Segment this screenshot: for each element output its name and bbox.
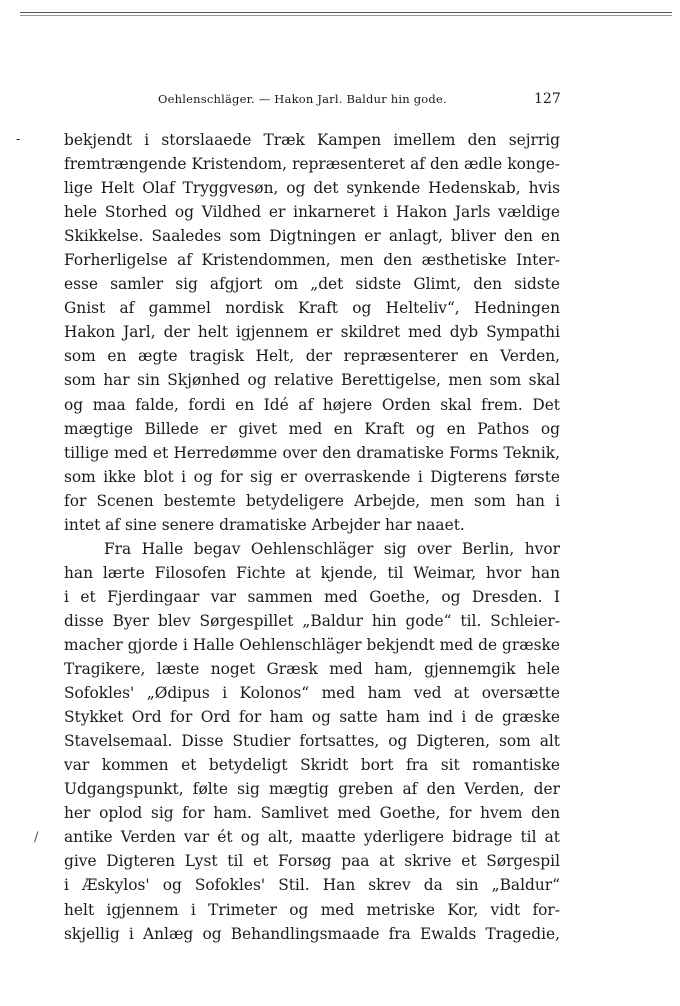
text-line: som ikke blot i og for sig er overraskende i Digterens første bbox=[64, 467, 560, 486]
text-line: som har sin Skjønhed og relative Berettigelse, men som skal bbox=[64, 371, 560, 390]
text-line: Gnist af gammel nordisk Kraft og Helteliv“, Hedningen bbox=[64, 299, 560, 318]
text-line: Stavelsemaal. Disse Studier fortsattes, og Digteren, som alt bbox=[64, 732, 560, 751]
text-line: give Digteren Lyst til et Forsøg paa at skrive et Sørgespil bbox=[64, 852, 560, 871]
page-header bbox=[60, 92, 560, 112]
text-line: han lærte Filosofen Fichte at kjende, til Weimar, hvor han bbox=[64, 563, 560, 582]
running-head: Oehlenschläger. — Hakon Jarl. Baldur hin gode. bbox=[158, 92, 447, 106]
paragraph bbox=[64, 128, 560, 537]
text-line: Forherligelse af Kristendommen, men den æsthetiske Inter- bbox=[64, 251, 560, 270]
text-line: Skikkelse. Saaledes som Digtningen er anlagt, bliver den en bbox=[64, 227, 560, 246]
text-line: Stykket Ord for Ord for ham og satte ham ind i de græske bbox=[64, 708, 560, 727]
text-line: macher gjorde i Halle Oehlenschläger bekjendt med de græske bbox=[64, 635, 560, 654]
paragraph bbox=[64, 537, 560, 946]
text-line: i Æskylos' og Sofokles' Stil. Han skrev da sin „Baldur“ bbox=[64, 876, 560, 895]
text-line: mægtige Billede er givet med en Kraft og en Pathos og bbox=[64, 419, 560, 438]
text-line: Hakon Jarl, der helt igjennem er skildret med dyb Sympathi bbox=[64, 323, 560, 342]
text-line: intet af sine senere dramatiske Arbejder har naaet. bbox=[64, 515, 465, 534]
text-line: var kommen et betydeligt Skridt bort fra sit romantiske bbox=[64, 756, 560, 775]
top-edge-rule bbox=[20, 12, 672, 13]
text-line: antike Verden var ét og alt, maatte yderligere bidrage til at bbox=[64, 828, 560, 847]
text-line: for Scenen bestemte betydeligere Arbejde, men som han i bbox=[64, 491, 560, 510]
top-edge-rule-secondary bbox=[20, 15, 672, 16]
text-line: fremtrængende Kristendom, repræsenteret af den ædle konge- bbox=[64, 155, 560, 174]
text-line: Tragikere, læste noget Græsk med ham, gjennemgik hele bbox=[64, 660, 560, 679]
text-line: i et Fjerdingaar var sammen med Goethe, og Dresden. I bbox=[64, 587, 560, 606]
text-line: skjellig i Anlæg og Behandlingsmaade fra Ewalds Tragedie, bbox=[64, 924, 560, 943]
text-line: lige Helt Olaf Tryggvesøn, og det synkende Hedenskab, hvis bbox=[64, 179, 560, 198]
margin-mark-top: - bbox=[16, 132, 21, 147]
text-line: her oplod sig for ham. Samlivet med Goethe, for hvem den bbox=[64, 804, 560, 823]
text-line: hele Storhed og Vildhed er inkarneret i Hakon Jarls vældige bbox=[64, 203, 560, 222]
text-line: som en ægte tragisk Helt, der repræsenterer en Verden, bbox=[64, 347, 560, 366]
text-line: bekjendt i storslaaede Træk Kampen imellem den sejrrig bbox=[64, 131, 560, 149]
text-line: esse samler sig afgjort om „det sidste Glimt, den sidste bbox=[64, 275, 560, 294]
text-line: disse Byer blev Sørgespillet „Baldur hin gode“ til. Schleier- bbox=[64, 611, 560, 630]
text-line: helt igjennem i Trimeter og med metriske Kor, vidt for- bbox=[64, 900, 560, 919]
text-line: tillige med et Herredømme over den dramatiske Forms Teknik, bbox=[64, 443, 560, 462]
margin-mark-lower: / bbox=[34, 830, 39, 845]
text-line: Fra Halle begav Oehlenschläger sig over Berlin, hvor bbox=[104, 539, 560, 558]
text-line: Sofokles' „Ødipus i Kolonos“ med ham ved at oversætte bbox=[64, 684, 560, 703]
text-line: og maa falde, fordi en Idé af højere Orden skal frem. Det bbox=[64, 395, 560, 414]
page-number: 127 bbox=[534, 91, 561, 107]
text-line: Udgangspunkt, følte sig mægtig greben af den Verden, der bbox=[64, 780, 560, 799]
body-text bbox=[64, 128, 560, 946]
